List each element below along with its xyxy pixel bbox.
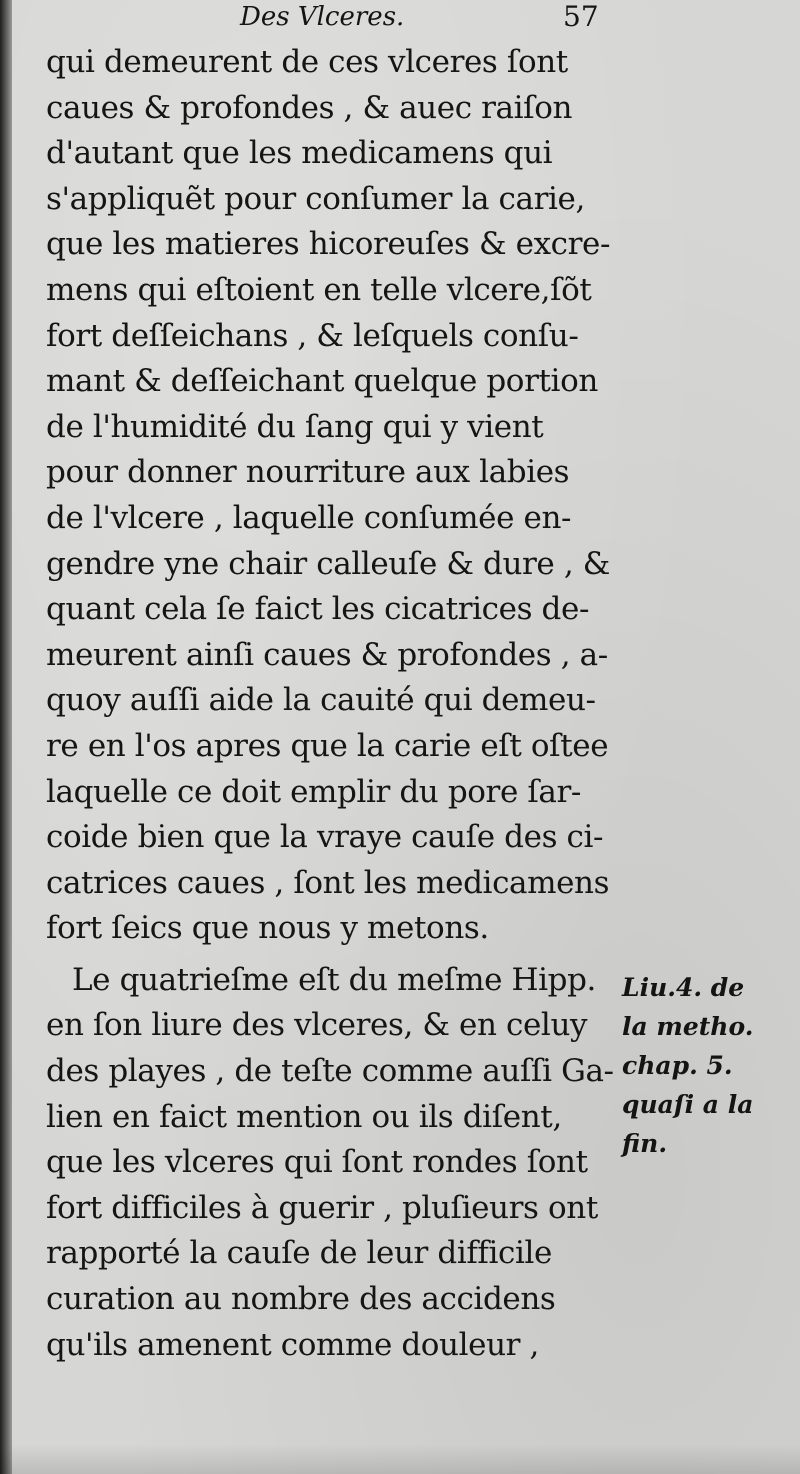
- text-line: fort ſeics que nous y metons.: [46, 910, 489, 947]
- text-line: coide bien que la vraye cauſe des ci-: [46, 819, 604, 856]
- text-line: que les matieres hicoreuſes & excre-: [46, 226, 611, 263]
- marginal-note-line: la metho.: [622, 1012, 754, 1041]
- text-line: pour donner nourriture aux labies: [46, 454, 570, 491]
- text-line: de l'vlcere , laquelle conſumée en-: [46, 499, 572, 536]
- text-line: caues & profondes , & auec raiſon: [46, 89, 573, 126]
- marginal-note-line: chap. 5.: [622, 1051, 733, 1080]
- text-line: d'autant que les medicamens qui: [46, 135, 553, 172]
- text-line: que les vlceres qui ſont rondes ſont: [46, 1144, 588, 1181]
- page-bottom-shadow: [0, 1444, 800, 1474]
- text-line: lien en faict mention ou ils diſent,: [46, 1098, 562, 1135]
- running-title: Des Vlceres.: [240, 2, 405, 32]
- main-text-block: [46, 40, 626, 1368]
- text-line: re en l'os apres que la carie eſt oſtee: [46, 727, 609, 764]
- paragraph-first-line: Le quatrieſme eſt du meſme Hipp.: [72, 961, 596, 998]
- text-line: laquelle ce doit emplir du pore ſar-: [46, 773, 582, 810]
- text-line: meurent ainſi caues & profondes , a-: [46, 636, 608, 673]
- text-line: en ſon liure des vlceres, & en celuy: [46, 1007, 588, 1044]
- page-number: 57: [563, 0, 599, 33]
- text-line: quoy auſſi aide la cauité qui demeu-: [46, 682, 596, 719]
- text-line: s'appliquẽt pour conſumer la carie,: [46, 180, 585, 217]
- marginal-note-line: fin.: [622, 1129, 668, 1158]
- marginal-note-line: Liu.4. de: [622, 973, 745, 1002]
- text-line: des playes , de teſte comme auſſi Ga-: [46, 1053, 614, 1090]
- text-line: quant cela ſe faict les cicatrices de-: [46, 591, 590, 628]
- text-line: qui demeurent de ces vlceres ſont: [46, 44, 568, 80]
- text-line: rapporté la cauſe de leur difficile: [46, 1235, 552, 1272]
- page-edge-shadow: [0, 0, 12, 1474]
- text-line: fort difficiles à guerir , pluſieurs ont: [46, 1189, 598, 1226]
- page-header: [0, 0, 800, 40]
- text-line: fort deſſeichans , & leſquels conſu-: [46, 317, 579, 354]
- text-line: de l'humidité du ſang qui y vient: [46, 408, 544, 445]
- text-line: qu'ils amenent comme douleur ,: [46, 1326, 539, 1363]
- text-line: gendre yne chair calleuſe & dure , &: [46, 545, 610, 582]
- text-line: curation au nombre des accidens: [46, 1281, 556, 1318]
- marginal-note: [622, 968, 792, 1163]
- text-line: mens qui eſtoient en telle vlcere,ſõt: [46, 271, 592, 308]
- text-line: catrices caues , ſont les medicamens: [46, 864, 610, 901]
- marginal-note-line: quaſi a la: [622, 1090, 754, 1119]
- text-line: mant & deſſeichant quelque portion: [46, 363, 598, 400]
